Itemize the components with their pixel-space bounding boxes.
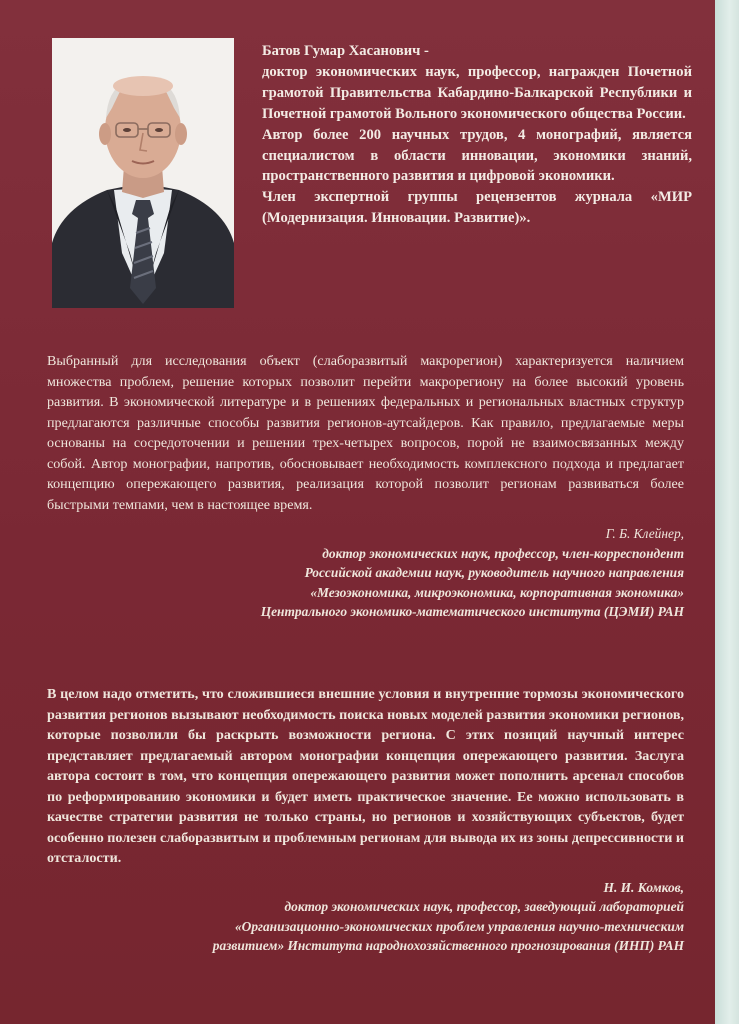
review-signature	[47, 878, 684, 956]
reviewer-credential: «Мезоэкономика, микроэкономика, корпоративная экономика»	[310, 584, 684, 600]
author-bio-line: доктор экономических наук, профессор, награжден Почетной грамотой Правительства Кабардино-Балкарской Республики и Почетной грамотой Вольного экономического общества России.	[262, 63, 692, 122]
reviewer-credential: Центрального экономико-математического института (ЦЭМИ) РАН	[260, 604, 684, 620]
review-signature	[47, 524, 684, 622]
reviewer-credential: развитием» Института народнохозяйственного прогнозирования (ИНП) РАН	[212, 938, 684, 954]
author-photo	[52, 38, 234, 308]
author-bio-line: Автор более 200 научных трудов, 4 монографий, является специалистом в области инновации, экономики знаний, пространственного развития и цифровой экономики.	[262, 126, 692, 185]
review-text: Выбранный для исследования объект (слаборазвитый макрорегион) характеризуется наличием множества проблем, решение которых позволит перейти макрорегиону на более высокий уровень развития. В экономической литературе и в решениях федеральных и региональных властных структур предлагаются различные способы развития регионов-аутсайдеров. Как правило, предлагаемые меры основаны на сосредоточении и решении трех-четырех вопросов, порой не взаимосвязанных между собой. Автор монографии, напротив, обосновывает необходимость комплексного подхода и предлагает концепцию опережающего развития, реализация которой позволит регионам развиваться более быстрыми темпами, чем в настоящее время.	[47, 353, 684, 513]
review-text: В целом надо отметить, что сложившиеся внешние условия и внутренние тормозы экономического развития регионов вызывают необходимость поиска новых моделей развития экономики регионов, которые позволили бы раскрыть возможности региона. С этих позиций научный интерес представляет предлагаемый автором монографии концепция опережающего развития. Заслуга автора состоит в том, что концепция опережающего развития может пополнить арсенал способов по реформированию экономики и будет иметь практическое значение. Ее можно использовать в качестве стратегии развития не только страны, но регионов и хозяйствующих субъектов, будет особенно полезен слаборазвитым и проблемным регионам для вывода их из зоны депрессивности и отсталости.	[47, 686, 684, 866]
review-komkov	[47, 684, 684, 956]
reviewer-credential: доктор экономических наук, профессор, член-корреспондент	[322, 545, 684, 561]
review-kleiner	[47, 351, 684, 622]
author-bio	[262, 41, 692, 229]
author-bio-line: Член экспертной группы рецензентов журнала «МИР (Модернизация. Инновации. Развитие)».	[262, 189, 692, 227]
author-name: Батов Гумар Хасанович -	[262, 43, 429, 59]
reviewer-credential: «Организационно-экономических проблем управления научно-техническим	[234, 918, 684, 934]
spine-edge	[715, 0, 739, 1024]
reviewer-credential: Российской академии наук, руководитель научного направления	[304, 565, 684, 581]
reviewer-credential: доктор экономических наук, профессор, заведующий лабораторией	[284, 899, 684, 915]
reviewer-name: Н. И. Комков,	[603, 879, 684, 895]
reviewer-name: Г. Б. Клейнер,	[605, 526, 684, 541]
author-portrait-icon	[52, 38, 234, 308]
